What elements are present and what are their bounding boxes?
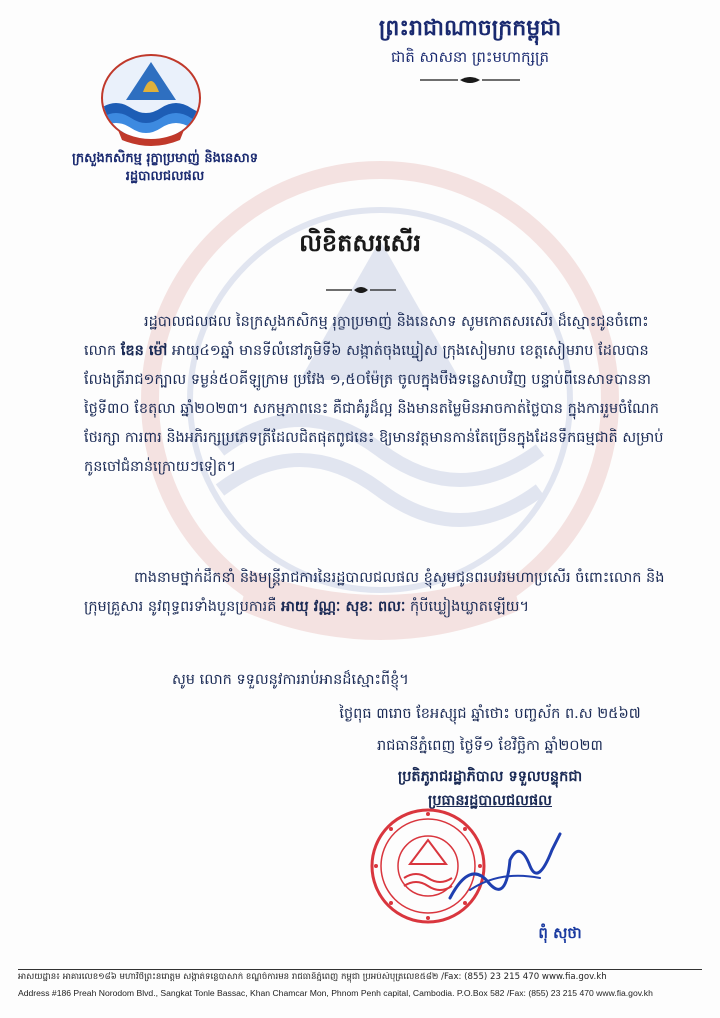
paragraph-commendation xyxy=(84,308,674,482)
lunar-date: ថ្ងៃពុធ ៣រោច ខែអស្សុជ ឆ្នាំថោះ បញ្ចស័ក ព.ស ២៥៦៧ xyxy=(339,706,641,722)
administration-name: រដ្ឋបាលជលផល xyxy=(125,169,205,184)
paragraph-text: រដ្ឋបាលជលផល នៃក្រសួងកសិកម្ម រុក្ខាប្រមាញ់ និងនេសាទ សូមកោតសរសើរ ដ៏ស្មោះជូនចំពោះ លោក xyxy=(84,314,649,359)
document-title: លិខិតសរសើរ xyxy=(299,228,421,257)
signer-position: ប្រតិភូរាជរដ្ឋាភិបាល ទទួលបន្ទុកជា xyxy=(397,769,583,785)
ornament-divider-icon xyxy=(420,74,520,86)
paragraph-text: ពាងនាមថ្នាក់ដឹកនាំ និងមន្ត្រីរាជការនៃរដ្ឋបាលជលផល ខ្ញុំសូមជូនពរបវរមហាប្រសើរ ចំពោះលោក និងក្រុមគ្រួសារ នូវពុទ្ធពរទាំងបួនប្រការគឺ xyxy=(84,570,665,615)
footer-address-english: Address #186 Preah Norodom Blvd., Sangkat Tonle Bassac, Khan Chamcar Mon, Phnom Penh capital, Cambodia. P.O.Box 582 /Fax: (855) 23 215 470 www.fia.gov.kh xyxy=(18,988,653,998)
paragraph-closing: សូម លោក ទទួលនូវការរាប់អានដ៏ស្មោះពីខ្ញុំ។ xyxy=(172,672,409,688)
issuing-agency xyxy=(30,150,300,186)
solar-date: រាជធានីភ្នំពេញ ថ្ងៃទី១ ខែវិច្ឆិកា ឆ្នាំ២០២៣ xyxy=(377,738,603,754)
kingdom-heading: ព្រះរាជាណាចក្រកម្ពុជា xyxy=(378,15,562,41)
ministry-logo xyxy=(96,52,206,147)
paragraph-blessing xyxy=(84,564,674,622)
ministry-name: ក្រសួងកសិកម្ម រុក្ខាប្រមាញ់ និងនេសាទ xyxy=(72,151,258,166)
recipient-name: ឌែន ម៉ៅ xyxy=(120,343,168,359)
paragraph-text: អាយុ៤១ឆ្នាំ មានទីលំនៅភូមិទី៦ សង្កាត់ចុងឃ្នៀស ក្រុងសៀមរាប ខេត្តសៀមរាប ដែលបានលែងត្រីរាជ១ក្បាល ទម្ងន់៥០គីឡូក្រាម ប្រវែង ១,៥០ម៉ែត្រ ចូលក្នុងបឹងទន្លេសាបវិញ បន្ទាប់ពីនេសាទបាននាថ្ងៃទី៣០ ខែតុលា ឆ្នាំ២០២៣។ សកម្មភាពនេះ គឺជាគំរូដ៏ល្អ និងមានតម្លៃមិនអាចកាត់ថ្លៃបាន ក្នុងការរួមចំណែកថែរក្សា ការពារ និងអភិរក្សប្រភេទត្រីដែលជិតផុតពូជនេះ ឱ្យមានវត្តមានកាន់តែច្រើនក្នុងដែនទឹកធម្មជាតិ សម្រាប់កូនចៅជំនាន់ក្រោយៗទៀត។ xyxy=(84,343,664,475)
national-motto: ជាតិ សាសនា ព្រះមហាក្សត្រ xyxy=(390,48,550,66)
signer-office: ប្រធានរដ្ឋបាលជលផល xyxy=(428,793,552,809)
footer-address-khmer: អាសយដ្ឋាន៖ អាគារលេខ១៨៦ មហាវិថីព្រះនរោត្តម សង្កាត់ទន្លេបាសាក់ ខណ្ឌចំការមន រាជធានីភ្នំពេញ កម្ពុជា ប្រអប់សំបុត្រលេខ៥៨២ /Fax: (855) 23 215 470 www.fia.gov.kh xyxy=(18,972,607,982)
handwritten-signature xyxy=(440,820,570,910)
paragraph-text: កុំបីឃ្លៀងឃ្លាតឡើយ។ xyxy=(405,599,530,615)
signer-name: ពុំ សុថា xyxy=(538,924,582,942)
ornament-divider-icon xyxy=(326,284,396,296)
footer-divider xyxy=(18,969,702,970)
four-blessings: អាយុ វណ្ណៈ សុខៈ ពលៈ xyxy=(281,599,406,615)
